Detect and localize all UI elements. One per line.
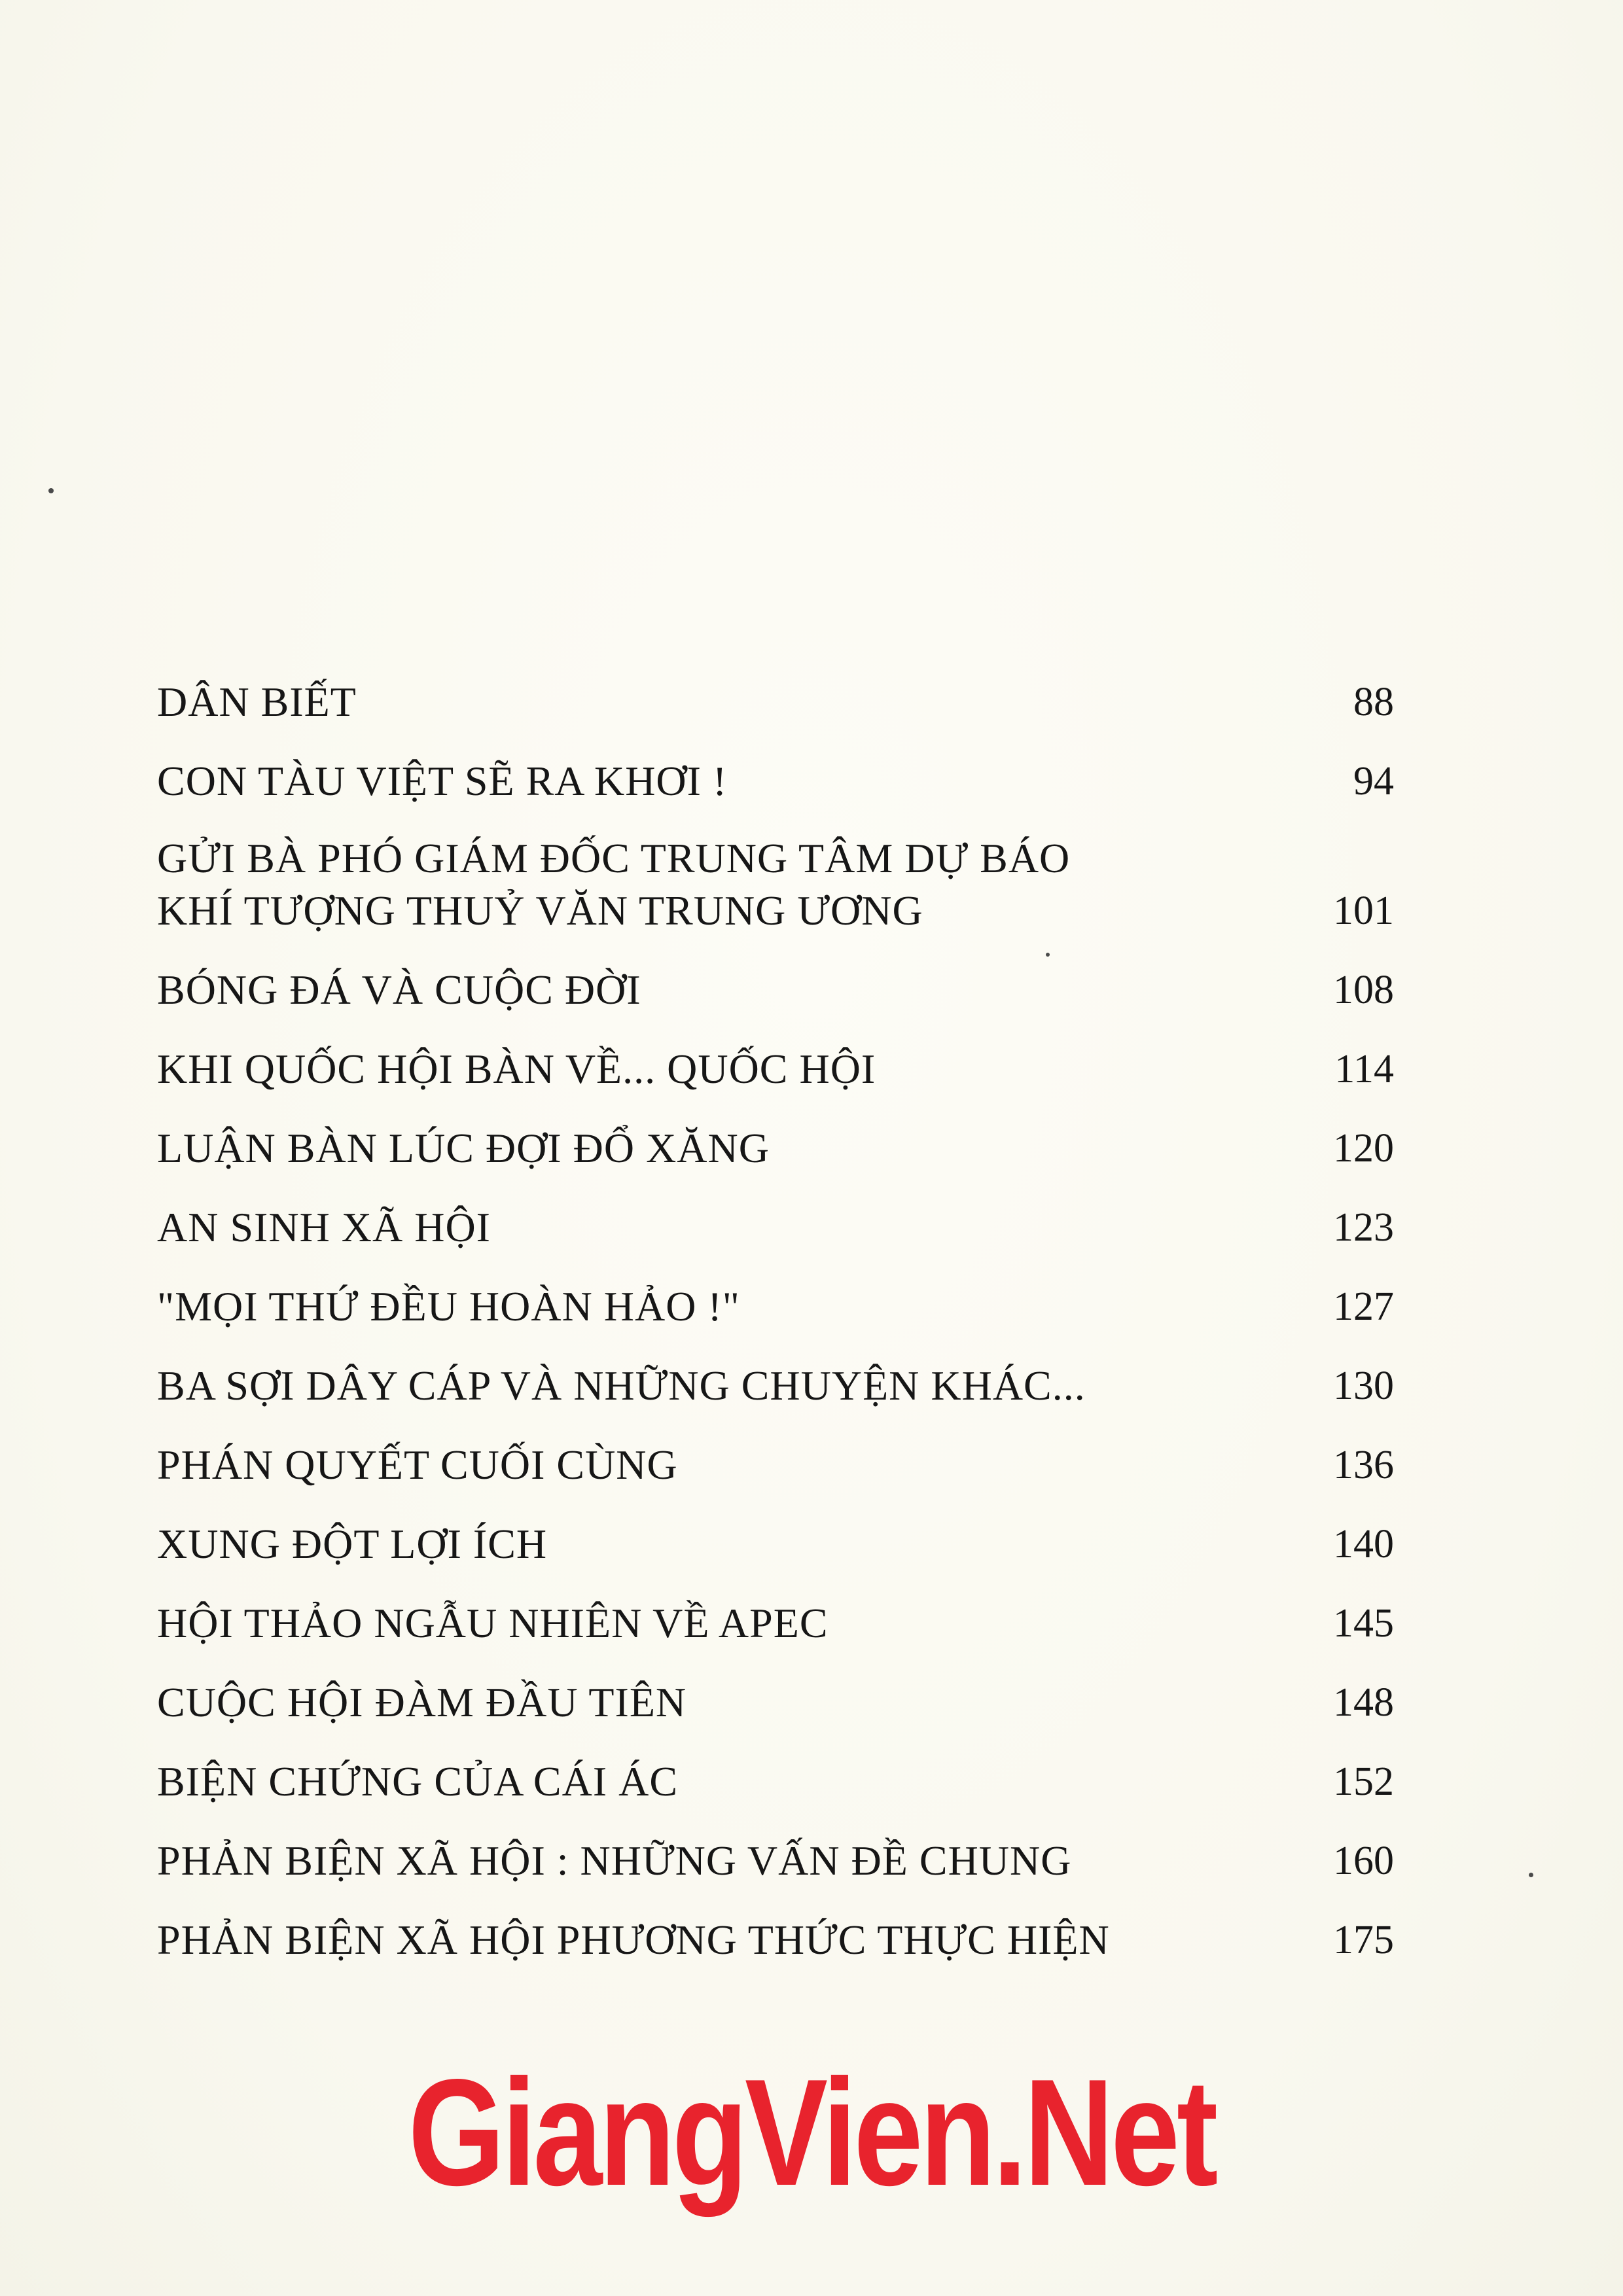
table-of-contents	[157, 661, 1400, 1978]
toc-entry-title: HỘI THẢO NGẪU NHIÊN VỀ APEC	[157, 1600, 829, 1646]
toc-entry	[157, 1186, 1400, 1265]
toc-entry-title: XUNG ĐỘT LỢI ÍCH	[157, 1521, 548, 1567]
toc-entry-title: BA SỢI DÂY CÁP VÀ NHỮNG CHUYỆN KHÁC...	[157, 1362, 1086, 1409]
toc-entry-page: 94	[1353, 759, 1394, 804]
toc-entry-title: BIỆN CHỨNG CỦA CÁI ÁC	[157, 1758, 679, 1805]
scan-speck	[1529, 1873, 1533, 1877]
toc-entry	[157, 1503, 1400, 1582]
toc-entry-page: 123	[1333, 1205, 1394, 1250]
toc-entry-title: DÂN BIẾT	[157, 679, 357, 725]
scan-speck	[1046, 953, 1050, 957]
toc-entry	[157, 819, 1400, 949]
toc-entry-page: 175	[1333, 1918, 1394, 1962]
toc-entry-page: 120	[1333, 1126, 1394, 1171]
toc-entry-page: 136	[1333, 1443, 1394, 1487]
toc-entry-page: 145	[1333, 1601, 1394, 1646]
toc-entry	[157, 949, 1400, 1028]
toc-entry-page: 114	[1334, 1047, 1394, 1091]
toc-entry-title: CUỘC HỘI ĐÀM ĐẦU TIÊN	[157, 1679, 687, 1725]
toc-entry-page: 127	[1333, 1284, 1394, 1329]
toc-entry	[157, 1107, 1400, 1186]
toc-entry-page: 130	[1333, 1364, 1394, 1408]
toc-entry	[157, 740, 1400, 819]
toc-entry	[157, 1028, 1400, 1107]
toc-entry-title: BÓNG ĐÁ VÀ CUỘC ĐỜI	[157, 966, 641, 1013]
toc-entry-title: PHẢN BIỆN XÃ HỘI : NHỮNG VẤN ĐỀ CHUNG	[157, 1837, 1072, 1884]
toc-entry-title: "MỌI THỨ ĐỀU HOÀN HẢO !"	[157, 1283, 740, 1330]
toc-entry-page: 108	[1333, 968, 1394, 1012]
toc-entry	[157, 1820, 1400, 1899]
toc-entry	[157, 1899, 1400, 1978]
toc-entry	[157, 1582, 1400, 1661]
toc-entry	[157, 661, 1400, 740]
toc-entry-title: LUẬN BÀN LÚC ĐỢI ĐỔ XĂNG	[157, 1125, 770, 1171]
toc-entry-page: 140	[1333, 1522, 1394, 1566]
toc-entry-page: 160	[1333, 1839, 1394, 1883]
toc-entry	[157, 1345, 1400, 1424]
toc-entry-page: 101	[1333, 889, 1394, 933]
toc-entry-title: PHẢN BIỆN XÃ HỘI PHƯƠNG THỨC THỰC HIỆN	[157, 1916, 1110, 1963]
toc-entry	[157, 1740, 1400, 1820]
scan-speck	[48, 488, 54, 493]
toc-entry-title: KHI QUỐC HỘI BÀN VỀ... QUỐC HỘI	[157, 1046, 876, 1092]
site-watermark: GiangVien.Net	[408, 2048, 1215, 2217]
toc-entry-title: PHÁN QUYẾT CUỐI CÙNG	[157, 1441, 678, 1488]
toc-entry-title: GỬI BÀ PHÓ GIÁM ĐỐC TRUNG TÂM DỰ BÁO KHÍ TƯỢNG THUỶ VĂN TRUNG ƯƠNG	[157, 835, 1071, 934]
toc-entry-page: 88	[1353, 680, 1394, 724]
toc-entry-page: 148	[1333, 1680, 1394, 1725]
toc-entry	[157, 1265, 1400, 1345]
toc-entry-page: 152	[1333, 1759, 1394, 1804]
toc-entry	[157, 1661, 1400, 1740]
toc-entry-title: AN SINH XÃ HỘI	[157, 1204, 491, 1250]
toc-entry-title: CON TÀU VIỆT SẼ RA KHƠI !	[157, 758, 728, 804]
toc-entry	[157, 1424, 1400, 1503]
